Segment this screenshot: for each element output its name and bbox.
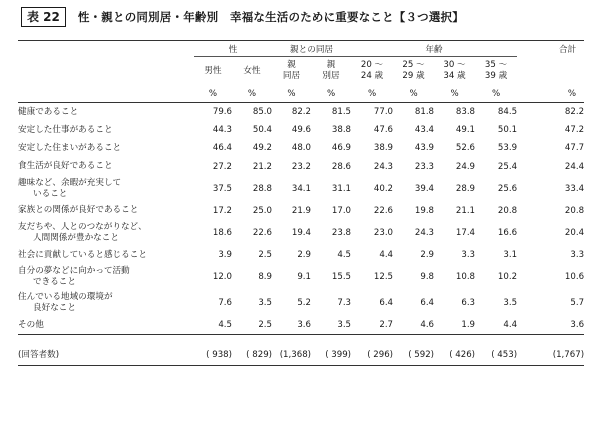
table-cell: 2.9 [420,250,435,261]
row-label [18,176,194,202]
table-cell: 82.2 [291,107,312,118]
table-cell: 5.7 [570,298,585,309]
table-row [18,103,584,122]
table-row [18,264,584,290]
table-cell: 19.8 [414,205,435,216]
pct-unit: % [351,85,393,103]
table-cell: 34.1 [291,183,312,194]
respondents-label: (回答者数) [18,345,194,366]
pct-unit: % [311,85,351,103]
table-cell: 4.5 [194,316,232,335]
table-cell: 17.2 [212,205,232,216]
table-cell: 21.1 [455,205,476,216]
respondents-count: ( 453) [475,345,517,366]
table-cell: 37.5 [212,183,232,194]
table-row [18,246,584,264]
respondents-count: ( 426) [434,345,475,366]
table-cell: 23.2 [291,161,312,172]
respondents-count: ( 592) [393,345,434,366]
table-cell: 44.3 [212,125,232,136]
row-label-line1: 食生活が良好であること [18,161,113,172]
table-cell: 9.1 [297,272,312,283]
table-cell: 17.0 [331,205,352,216]
row-label-line2: 人間関係が豊かなこと [33,232,119,243]
table-row [18,139,584,157]
table-cell: 20.4 [564,227,585,238]
pct-unit: % [434,85,475,103]
col-with-parents: 親 同居 [282,60,301,81]
pct-unit: % [272,85,311,103]
respondents-count: (1,368) [272,345,311,366]
table-cell: 20.8 [497,205,518,216]
table-cell: 10.6 [564,272,585,283]
row-label [18,139,194,157]
pct-unit: % [517,85,584,103]
table-cell: 1.9 [434,316,475,335]
table-cell: 43.9 [414,143,435,154]
respondents-count: ( 296) [351,345,393,366]
table-cell: 3.5 [503,298,518,309]
table-cell: 12.0 [212,272,232,283]
header-group-cohab: 親との同居 [272,41,351,57]
col-age-20-24: 20 ～ 24 歳 [360,60,384,81]
row-label [18,290,194,316]
table-cell: 82.2 [564,107,585,118]
row-label-line1: 住んでいる地域の環境が [18,292,113,303]
table-body [18,103,584,366]
table-cell: 25.0 [252,205,273,216]
table-cell: 84.5 [497,107,518,118]
col-female: 女性 [243,65,261,76]
header-group-total: 合計 [517,41,584,57]
row-label-line1: 社会に貢献していると感じること [18,249,147,260]
table-cell: 2.9 [297,250,312,261]
row-label [18,246,194,264]
table-cell: 83.8 [455,107,476,118]
table-cell: 25.6 [497,183,518,194]
pct-unit: % [475,85,517,103]
table-cell: 4.6 [393,316,434,335]
table-row [18,158,584,176]
row-label-line1: 趣味など、余暇が充実して [18,177,122,188]
row-label [18,220,194,246]
table-title-text: 性・親との同別居・年齢別 幸福な生活のために重要なこと【３つ選択】 [77,10,464,24]
table-cell: 4.4 [379,250,394,261]
table-cell: 3.6 [517,316,584,335]
table-cell: 53.9 [497,143,518,154]
row-label-line2: 良好なこと [33,303,76,314]
spacer-row [18,335,584,346]
respondents-count: ( 399) [311,345,351,366]
table-cell: 38.9 [373,143,394,154]
table-cell: 24.3 [373,161,394,172]
table-cell: 6.3 [461,298,476,309]
table-cell: 39.4 [414,183,435,194]
row-label-line1: 家族との関係が良好であること [18,205,139,216]
table-cell: 46.4 [212,143,232,154]
table-cell: 3.9 [218,250,232,261]
respondents-count: ( 829) [232,345,272,366]
table-cell: 49.2 [252,143,273,154]
header-group-sex: 性 [194,41,272,57]
table-cell: 2.7 [351,316,393,335]
table-cell: 5.2 [297,298,312,309]
table-cell: 22.6 [373,205,394,216]
table-cell: 40.2 [373,183,394,194]
table-cell: 48.0 [291,143,312,154]
row-label [18,121,194,139]
table-cell: 27.2 [212,161,232,172]
table-cell: 6.4 [379,298,394,309]
table-row [18,202,584,220]
table-row [18,220,584,246]
table-cell: 12.5 [373,272,394,283]
row-label-line1: 健康であること [18,106,79,117]
table-cell: 23.0 [373,227,394,238]
pct-unit: % [393,85,434,103]
table-cell: 3.5 [258,298,273,309]
table-number-badge: 表 22 [21,7,66,27]
table-cell: 20.8 [564,205,585,216]
table-cell: 3.1 [503,250,518,261]
row-label-line1: 安定した住まいがあること [18,142,122,153]
table-cell: 4.4 [475,316,517,335]
table-cell: 49.1 [455,125,476,136]
table-row [18,316,584,335]
table-cell: 50.1 [497,125,518,136]
table-cell: 23.8 [331,227,352,238]
row-label-line2: できること [33,277,76,288]
table-cell: 47.2 [564,125,585,136]
row-label [18,264,194,290]
header-group-row [18,41,584,57]
row-label [18,158,194,176]
table-cell: 81.8 [414,107,435,118]
pct-unit: % [194,85,232,103]
table-cell: 25.4 [497,161,518,172]
table-cell: 79.6 [212,107,232,118]
row-label-line1: 自分の夢などに向かって活動 [18,266,130,277]
table-cell: 50.4 [252,125,273,136]
table-cell: 77.0 [373,107,394,118]
data-table [18,40,584,366]
table-cell: 24.4 [564,161,585,172]
table-cell: 16.6 [497,227,518,238]
table-cell: 24.3 [414,227,435,238]
row-label [18,103,194,122]
table-cell: 2.5 [232,316,272,335]
table-cell: 47.7 [564,143,585,154]
table-cell: 3.3 [461,250,476,261]
row-label-line1: 安定した仕事があること [18,124,113,135]
table-cell: 21.9 [291,205,312,216]
respondents-count: ( 938) [194,345,232,366]
header-sub-row [18,57,584,86]
table-cell: 8.9 [258,272,273,283]
header-pct-row [18,85,584,103]
table-cell: 10.8 [455,272,476,283]
table-cell: 46.9 [331,143,352,154]
col-age-25-29: 25 ～ 29 歳 [402,60,425,81]
table-cell: 49.6 [291,125,312,136]
col-male: 男性 [204,65,222,76]
table-cell: 3.3 [570,250,585,261]
table-cell: 9.8 [420,272,435,283]
table-cell: 31.1 [331,183,352,194]
table-cell: 2.5 [258,250,273,261]
col-age-30-34: 30 ～ 34 歳 [443,60,466,81]
pct-unit: % [232,85,272,103]
table-cell: 33.4 [564,183,585,194]
respondents-count: (1,767) [517,345,584,366]
table-cell: 7.6 [218,298,232,309]
table-cell: 6.4 [420,298,435,309]
table-cell: 4.5 [337,250,352,261]
row-label-line1: 友だちや、人とのつながりなど、 [18,221,147,232]
table-cell: 19.4 [291,227,312,238]
table-cell: 81.5 [331,107,352,118]
row-label [18,316,194,335]
table-cell: 43.4 [414,125,435,136]
table-cell: 28.8 [252,183,273,194]
table-row [18,176,584,202]
table-cell: 18.6 [212,227,232,238]
header-group-age: 年齢 [351,41,517,57]
row-label-line2: いること [33,188,68,199]
row-label-line1: その他 [18,319,44,330]
table-cell: 28.9 [455,183,476,194]
table-cell: 3.5 [311,316,351,335]
respondents-row [18,345,584,366]
table-cell: 23.3 [414,161,435,172]
table-cell: 47.6 [373,125,394,136]
table-cell: 21.2 [252,161,273,172]
table-cell: 38.8 [331,125,352,136]
table-row [18,121,584,139]
table-cell: 17.4 [455,227,476,238]
table-cell: 10.2 [497,272,518,283]
table-title [21,6,464,28]
table-cell: 7.3 [337,298,352,309]
col-apart: 親 別居 [322,60,340,81]
header-corner [18,41,194,57]
table-cell: 15.5 [331,272,352,283]
col-age-35-39: 35 ～ 39 歳 [484,60,508,81]
table-cell: 52.6 [455,143,476,154]
table-cell: 28.6 [331,161,352,172]
table-cell: 22.6 [252,227,273,238]
table-row [18,290,584,316]
table-cell: 3.6 [272,316,311,335]
row-label [18,202,194,220]
table-cell: 85.0 [252,107,273,118]
table-cell: 24.9 [455,161,476,172]
